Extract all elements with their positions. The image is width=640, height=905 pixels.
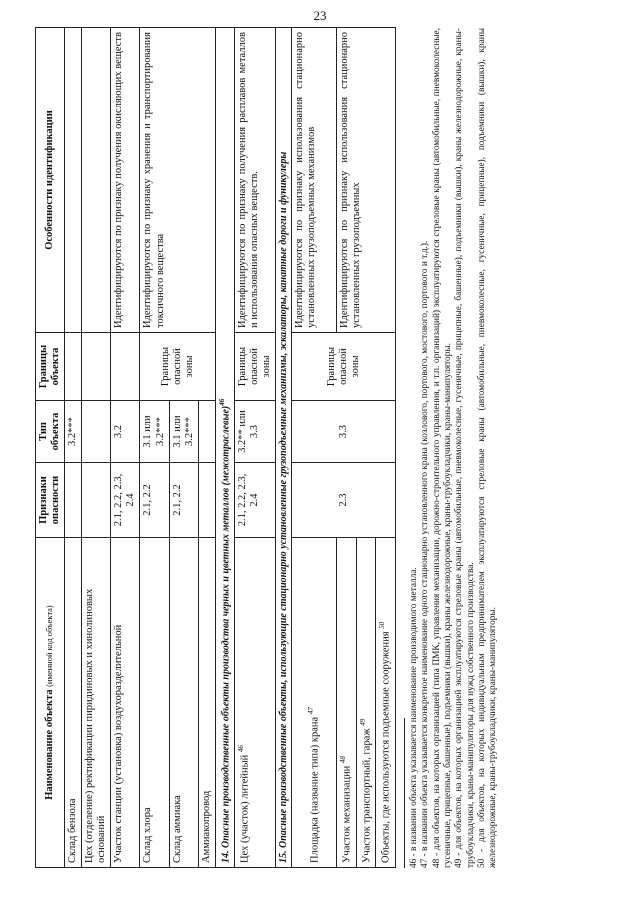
cell-features bbox=[82, 28, 111, 333]
section-title bbox=[215, 28, 234, 868]
cell-name bbox=[376, 538, 396, 868]
cell-features: Идентифицируются по признаку хранения и транспортирования токсичного вещества bbox=[140, 28, 215, 333]
cell-features: Идентифицируются по признаку получения окисляющих веществ bbox=[111, 28, 140, 333]
cell-bounds bbox=[65, 333, 82, 401]
cell-name: Склад аммиака bbox=[169, 538, 198, 868]
footnote-item: 50 - для объектов, на которых индивидуальным предпринимателем эксплуатируются стреловые краны (автомобильные, пневмоколесные, гусеничные, прицепные), подъемники (вышки), краны железнодорожные, краны-трубоукладчики, краны-манипуляторы. bbox=[476, 28, 499, 868]
header-name bbox=[36, 538, 65, 868]
footnote-ref: 49 bbox=[358, 718, 367, 726]
cell-name: Участок станции (установка) воздухоразделительной bbox=[111, 538, 140, 868]
cell-name: Склад хлора bbox=[140, 538, 169, 868]
cell-type: 3.3 bbox=[292, 401, 396, 463]
cell-features bbox=[65, 28, 82, 333]
cell-signs bbox=[198, 463, 215, 538]
footnote-item: 47 - в названии объекта указывается конкретное наименование одного стационарно установленного крана (козлового, портового, мостового, портового и т.д.). bbox=[420, 240, 431, 868]
table-row bbox=[111, 28, 140, 868]
cell-name-text: Участок механизации bbox=[341, 765, 353, 863]
cell-type: 3.1 или 3.2*** bbox=[140, 401, 169, 463]
cell-bounds bbox=[111, 333, 140, 401]
cell-type: 3.2 bbox=[111, 401, 140, 463]
cell-name: Аммиакопровод bbox=[198, 538, 215, 868]
cell-name-text: Участок транспортный, гараж bbox=[361, 728, 373, 863]
footnote-ref: 48 bbox=[339, 756, 348, 764]
table-row bbox=[65, 28, 82, 868]
cell-name bbox=[234, 538, 275, 868]
table-row bbox=[292, 28, 337, 868]
cell-type bbox=[82, 401, 111, 463]
header-name-main: Наименование объекта bbox=[44, 689, 56, 800]
cell-name-text: Объекты, где используются подъемные сооружения bbox=[380, 631, 392, 863]
cell-signs: 2.1, 2.2, 2.3, 2.4 bbox=[234, 463, 275, 538]
footnotes bbox=[409, 28, 500, 868]
cell-name-text: Площадка (название типа) крана bbox=[309, 716, 321, 863]
cell-name-text: Цех (участок) литейный bbox=[239, 754, 251, 863]
footnote-ref: 46 bbox=[236, 745, 245, 753]
cell-features: Идентифицируются по признаку использования стационарно установленных грузоподъемных bbox=[337, 28, 396, 333]
table-row bbox=[140, 28, 169, 868]
page-number: 23 bbox=[313, 8, 327, 23]
cell-signs bbox=[65, 463, 82, 538]
cell-signs: 2.1, 2.2 bbox=[169, 463, 198, 538]
cell-type: 3.1 или 3.2*** bbox=[169, 401, 198, 463]
footnote-ref: 46 bbox=[217, 398, 226, 406]
table-row bbox=[234, 28, 275, 868]
section-title: 15. Опасные производственные объекты, использующие стационарно установленные грузоподъемные механизмы, эскалаторы, канатные дороги и фуникулеры bbox=[275, 28, 292, 868]
cell-name: Цех (отделение) ректификации пиридиновых и хинолиновых оснований bbox=[82, 538, 111, 868]
header-signs: Признаки опасности bbox=[36, 463, 65, 538]
cell-type: 3.2*** bbox=[65, 401, 82, 463]
cell-signs bbox=[82, 463, 111, 538]
section-row bbox=[215, 28, 234, 868]
footnote-ref: 50 bbox=[378, 621, 387, 629]
footnote-item: 49 - для объектов, на которых организацией эксплуатируются стреловые краны (автомобильные, пневмоколесные, гусеничные, прицепные, башенные), подъемники (вышки), краны железнодорожные, краны-трубоукладчики, краны-манипуляторы для нужд собственного производства. bbox=[454, 28, 476, 868]
header-bounds: Границы объекта bbox=[36, 333, 65, 401]
cell-signs: 2.3 bbox=[292, 463, 396, 538]
cell-signs: 2.1, 2.2, 2.3, 2.4 bbox=[111, 463, 140, 538]
cell-name: Склад бензола bbox=[65, 538, 82, 868]
cell-name bbox=[356, 538, 376, 868]
table-header-row bbox=[36, 28, 65, 868]
header-features: Особенности идентификации bbox=[36, 28, 65, 333]
hazard-objects-table bbox=[35, 27, 396, 868]
cell-features: Идентифицируются по признаку использования стационарно установленных грузоподъемных механизмов bbox=[292, 28, 337, 333]
cell-name bbox=[292, 538, 337, 868]
cell-type bbox=[198, 401, 215, 463]
footnote-ref: 47 bbox=[306, 707, 315, 715]
footnote-divider bbox=[404, 718, 405, 868]
cell-features: Идентифицируются по признаку получения расплавов металлов и использования опасных веществ. bbox=[234, 28, 275, 333]
cell-bounds: Границы опасной зоны bbox=[292, 333, 396, 401]
cell-bounds: Границы опасной зоны bbox=[140, 333, 215, 401]
cell-bounds: Границы опасной зоны bbox=[234, 333, 275, 401]
cell-bounds bbox=[82, 333, 111, 401]
section-text: 14. Опасные производственные объекты производства черных и цветных металлов (межотраслевые) bbox=[220, 405, 232, 863]
header-type: Тип объекта bbox=[36, 401, 65, 463]
table-row bbox=[82, 28, 111, 868]
footnote-item: 46 - в названии объекта указывается наименование производимого металла. bbox=[408, 567, 419, 868]
cell-type: 3.2** или 3.3 bbox=[234, 401, 275, 463]
rotated-page-content bbox=[35, 28, 605, 868]
footnote-item: 48 - для объектов, на которых организацией (типа ПМК, управления механизации, дорожно-строительного управления, и т.п. организаций) эксплуатируются стреловые краны (автомобильные, пневмоколесные, гусеничные, прицепные, башенные), подъемники (вышки), краны железнодорожные, краны-трубоукладчики, краны-манипуляторы. bbox=[431, 28, 453, 868]
cell-name bbox=[337, 538, 357, 868]
section-row bbox=[275, 28, 292, 868]
cell-signs: 2.1, 2.2 bbox=[140, 463, 169, 538]
header-name-sub: (именной код объекта) bbox=[44, 605, 55, 687]
